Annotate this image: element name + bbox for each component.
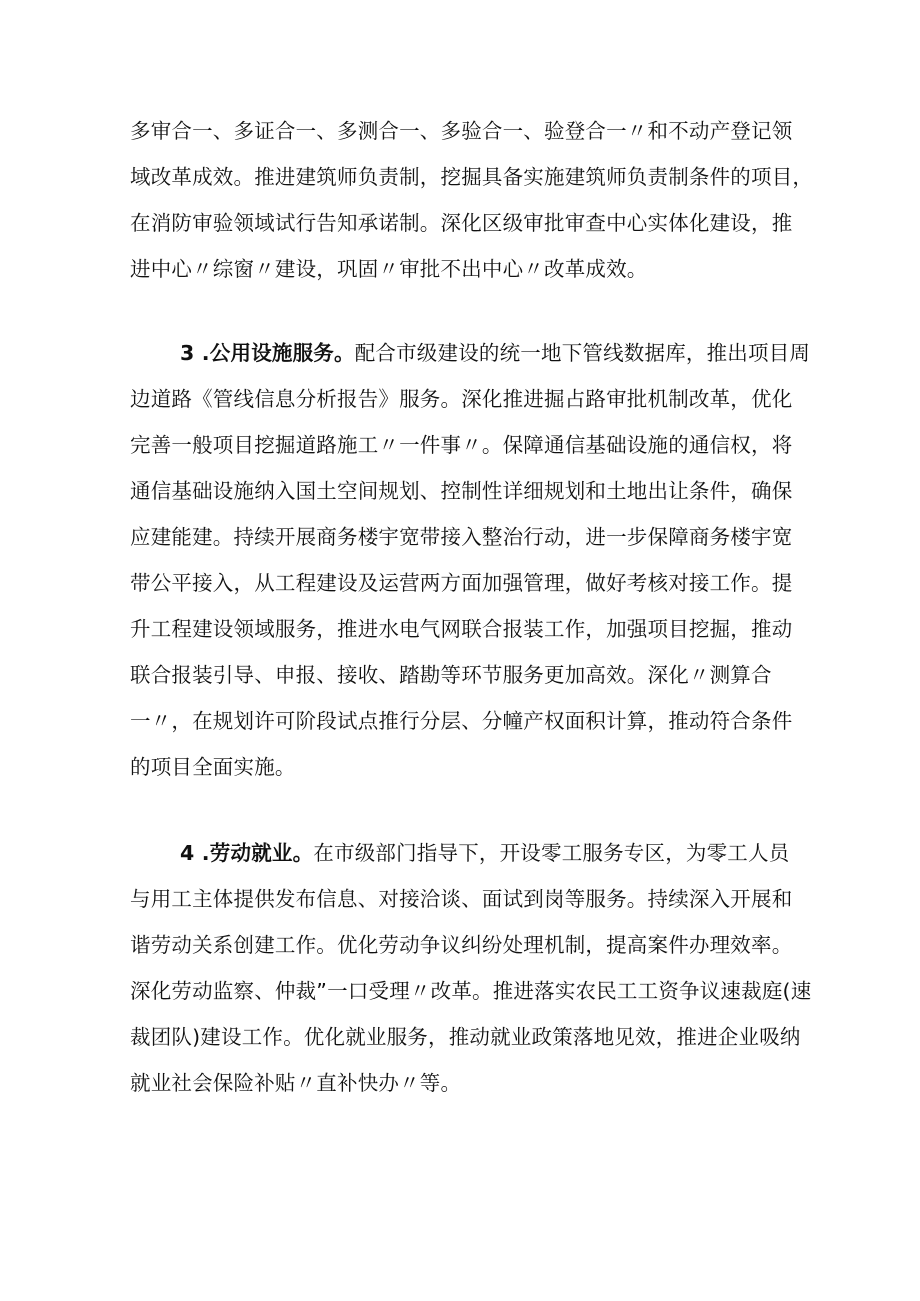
text-line: 完善一般项目挖掘道路施工〃一件事〃。保障通信基础设施的通信权，将 [130, 433, 793, 457]
text-line: 一〃，在规划许可阶段试点推行分层、分幢产权面积计算，推动符合条件 [130, 709, 793, 733]
text-line: 域改革成效。推进建筑师负责制，挖掘具备实施建筑师负责制条件的项目， [130, 165, 814, 189]
text-line: 边道路《管线信息分析报告》服务。深化推进掘占路审批机制改革，优化 [130, 387, 793, 411]
paragraph-first-line [130, 330, 811, 376]
section-heading: 3 .公用设施服务。 [180, 341, 355, 365]
text-line: 联合报装引导、申报、接收、踏勘等环节服务更加高效。深化〃测算合 [130, 663, 772, 687]
section-heading: 4 .劳动就业。 [180, 841, 314, 865]
text-line: 多审合一、多证合一、多测合一、多验合一、验登合一〃和不动产登记领 [130, 119, 793, 143]
text-line: 裁团队)建设工作。优化就业服务，推动就业政策落地见效，推进企业吸纳 [130, 1025, 801, 1049]
text-line: 升工程建设领域服务，推进水电气网联合报装工作，加强项目挖掘，推动 [130, 617, 793, 641]
text-line: 带公平接入，从工程建设及运营两方面加强管理，做好考核对接工作。提 [130, 571, 793, 595]
text-line: 与用工主体提供发布信息、对接洽谈、面试到岗等服务。持续深入开展和 [130, 887, 793, 911]
text-run: 配合市级建设的统一地下管线数据库，推出项目周 [354, 341, 811, 365]
text-line: 进中心〃综窗〃建设，巩固〃审批不出中心〃改革成效。 [130, 257, 648, 281]
text-line: 深化劳动监察、仲裁”一口受理〃改革。推进落实农民工工资争议速裁庭(速 [130, 979, 812, 1003]
text-run: 在市级部门指导下，开设零工服务专区，为零工人员 [313, 841, 790, 865]
paragraph-public-utilities [130, 330, 811, 790]
text-line: 就业社会保险补贴〃直补快办〃等。 [130, 1071, 462, 1095]
paragraph-approval-reform [130, 108, 814, 292]
text-line: 应建能建。持续开展商务楼宇宽带接入整治行动，进一步保障商务楼宇宽 [130, 525, 793, 549]
paragraph-first-line [130, 830, 794, 876]
paragraph-labor-employment [130, 830, 812, 1106]
text-line: 谐劳动关系创建工作。优化劳动争议纠纷处理机制，提高案件办理效率。 [130, 933, 793, 957]
text-line: 通信基础设施纳入国土空间规划、控制性详细规划和土地出让条件，确保 [130, 479, 793, 503]
text-line: 在消防审验领域试行告知承诺制。深化区级审批审查中心实体化建设，推 [130, 211, 793, 235]
text-line: 的项目全面实施。 [130, 755, 296, 779]
